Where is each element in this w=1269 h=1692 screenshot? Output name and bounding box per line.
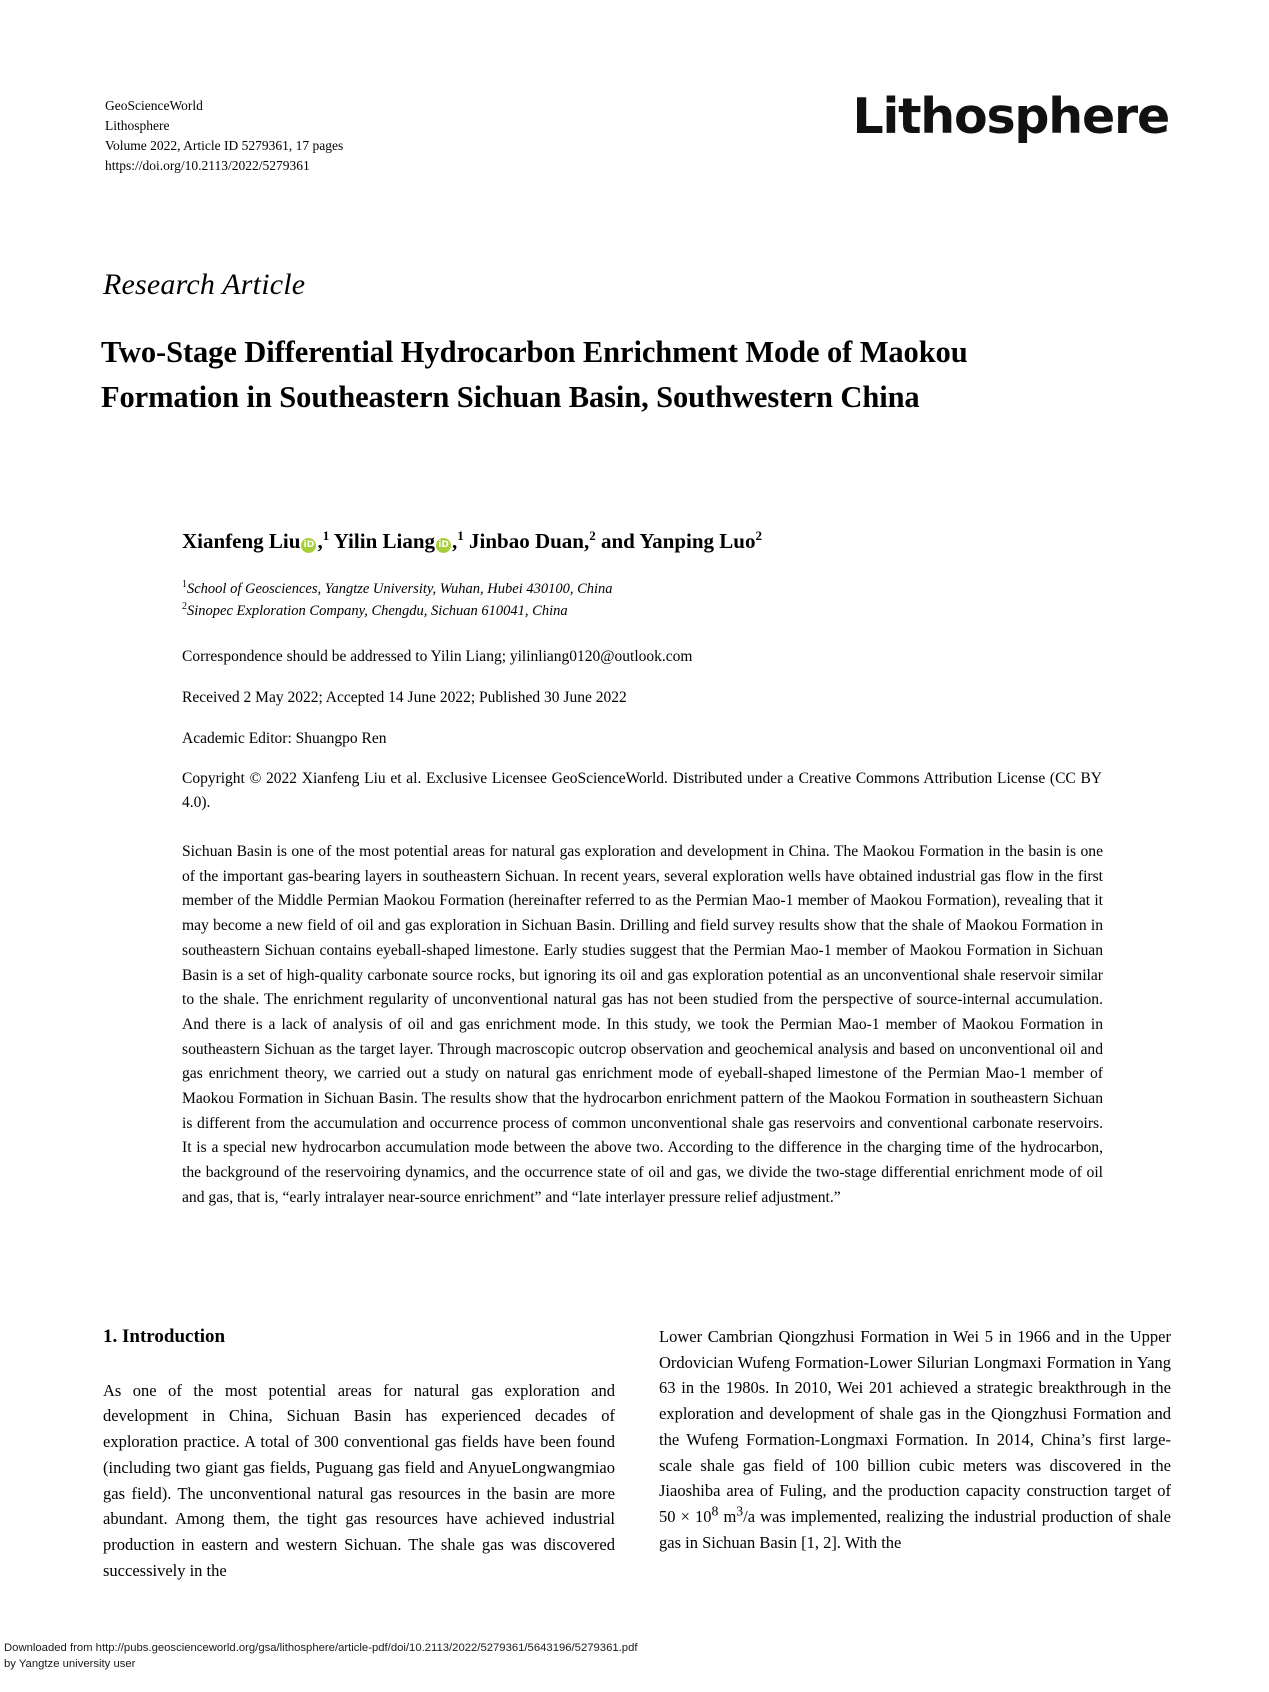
- journal-logo: Lithosphere: [852, 88, 1169, 145]
- article-type-label: Research Article: [103, 268, 306, 301]
- section-heading-introduction: 1. Introduction: [103, 1326, 226, 1347]
- masthead: [105, 96, 705, 176]
- abstract-text: Sichuan Basin is one of the most potential areas for natural gas exploration and development in China. The Maokou Formation in the basin is one of the important gas-bearing layers in southeastern Sichuan. In recent years, several exploration wells have obtained industrial gas flow in the first member of the Middle Permian Maokou Formation (hereinafter referred to as the Permian Mao-1 member of Maokou Formation), revealing that it may become a new field of oil and gas exploration in Sichuan Basin. Drilling and field survey results show that the shale of Maokou Formation in southeastern Sichuan contains eyeball-shaped limestone. Early studies suggest that the Permian Mao-1 member of Maokou Formation in Sichuan Basin is a set of high-quality carbonate source rocks, but ignoring its oil and gas exploration potential as an unconventional shale reservoir similar to the shale. The enrichment regularity of unconventional natural gas has not been studied from the perspective of source-internal accumulation. And there is a lack of analysis of oil and gas enrichment mode. In this study, we took the Permian Mao-1 member of Maokou Formation in southeastern Sichuan as the target layer. Through macroscopic outcrop observation and geochemical analysis and based on unconventional oil and gas enrichment theory, we carried out a study on natural gas enrichment mode of eyeball-shaped limestone of the Permian Mao-1 member of Maokou Formation in Sichuan Basin. The results show that the hydrocarbon enrichment pattern of the Maokou Formation in southeastern Sichuan is different from the accumulation and occurrence process of common unconventional shale gas reservoirs and conventional carbonate reservoirs. It is a special new hydrocarbon accumulation mode between the above two. According to the difference in the charging time of the hydrocarbon, the background of the reservoiring dynamics, and the occurrence state of oil and gas, we divide the two-stage differential enrichment mode of oil and gas, that is, “early intralayer near-source enrichment” and “late interlayer pressure relief adjustment.”: [182, 843, 1103, 1206]
- publisher-name: GeoScienceWorld: [105, 98, 203, 113]
- copyright-notice: Copyright © 2022 Xianfeng Liu et al. Exclusive Licensee GeoScienceWorld. Distributed under a Creative Commons Attribution License (CC BY 4.0).: [182, 770, 1102, 812]
- intro-paragraph-right: Lower Cambrian Qiongzhusi Formation in Wei 5 in 1966 and in the Upper Ordovician Wufeng Formation-Lower Silurian Longmaxi Formation in Yang 63 in the 1980s. In 2010, Wei 201 achieved a strategic breakthrough in the exploration and development of shale gas in the Qiongzhusi Formation and the Wufeng Formation-Longmaxi Formation. In 2014, China’s first large-scale shale gas field of 100 billion cubic meters was discovered in the Jiaoshiba area of Fuling, and the production capacity construction target of $50 \times 10^8$ $m^3/a$ was implemented, realizing the industrial production of shale gas in Sichuan Basin [1, 2]. With the: [659, 1327, 1171, 1552]
- author-list: Xianfeng Liu iD ,$^1$ Yilin Liang iD ,$^1$ Jinbao Duan,$^2$ and Yanping Luo$^2$: [182, 528, 762, 553]
- column-left: [103, 1322, 615, 1584]
- journal-name: Lithosphere: [105, 117, 170, 133]
- footer-url: Downloaded from http://pubs.geoscienceworld.org/gsa/lithosphere/article-pdf/doi/10.2113/2022/5279361/5643196/5279361.pdf: [4, 1642, 638, 1654]
- academic-editor: Academic Editor: Shuangpo Ren: [182, 730, 387, 747]
- body-columns: [103, 1322, 1171, 1584]
- doi-link[interactable]: https://doi.org/10.2113/2022/5279361: [105, 157, 310, 173]
- orcid-icon[interactable]: iD: [436, 538, 451, 553]
- orcid-icon[interactable]: iD: [301, 538, 316, 553]
- page-title: Two-Stage Differential Hydrocarbon Enrichment Mode of Maokou Formation in Southeastern Sichuan Basin, Southwestern China: [101, 335, 968, 415]
- volume-info: Volume 2022, Article ID 5279361, 17 pages: [105, 137, 344, 153]
- intro-paragraph-left: As one of the most potential areas for natural gas exploration and development in China, Sichuan Basin has experienced decades of exploration practice. A total of 300 conventional gas fields have been found (including two giant gas fields, Puguang gas field and AnyueLongwangmiao gas field). The unconventional natural gas resources in the basin are more abundant. Among them, the tight gas resources have achieved industrial production in eastern and western Sichuan. The shale gas was discovered successively in the: [103, 1380, 615, 1580]
- correspondence: Correspondence should be addressed to Yilin Liang; yilinliang0120@outlook.com: [182, 648, 693, 665]
- publication-dates: Received 2 May 2022; Accepted 14 June 2022; Published 30 June 2022: [182, 689, 627, 706]
- affiliations: $^1$School of Geosciences, Yangtze University, Wuhan, Hubei 430100, China $^2$Sinopec Exploration Company, Chengdu, Sichuan 610041, China: [182, 579, 613, 620]
- download-footer: [0, 1641, 1269, 1672]
- column-right: [659, 1322, 1171, 1584]
- footer-user: by Yangtze university user: [4, 1657, 136, 1670]
